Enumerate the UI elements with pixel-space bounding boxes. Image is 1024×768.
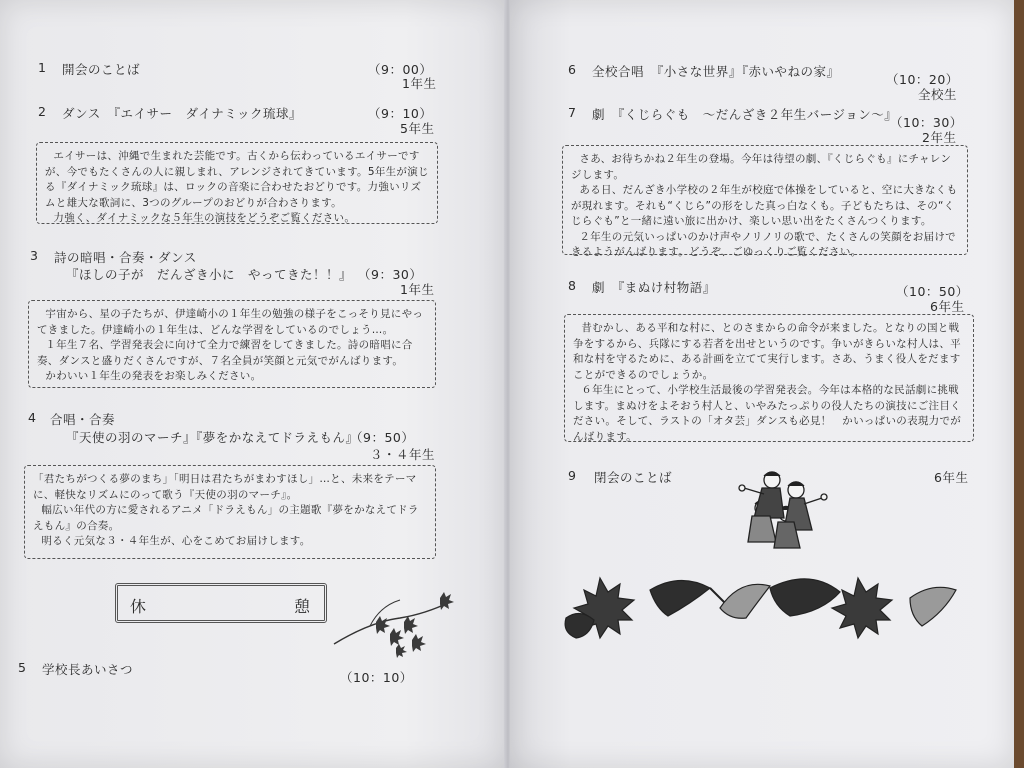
item-time: （9：00） xyxy=(368,62,433,77)
item-title: 詩の暗唱・合奏・ダンス xyxy=(54,250,197,265)
item-grade: 1年生 xyxy=(400,282,435,297)
maple-branch-illustration xyxy=(330,592,460,664)
item-time: （9：50） xyxy=(350,430,415,445)
description-text: 宇宙から、星の子たちが、伊達崎小の１年生の勉強の様子をこっそり見にやってきました。伊達崎小の１年生は、どんな学習をしているのでしょう…。 xyxy=(37,308,424,336)
item-number: 9 xyxy=(568,468,576,483)
description-box xyxy=(36,142,438,224)
description-text: 明るく元気な３・４年生が、心をこめてお届けします。 xyxy=(41,535,311,547)
intermission-label-2: 憩 xyxy=(294,597,311,616)
description-text: ６年生にとって、小学校生活最後の学習発表会。今年は本格的な民話劇に挑戦します。まぬけをよそおう村人と、いやみたっぷりの役人たちの演技にご注目ください。そして、ラストの「オタ芸」ダンスも必見！ かいっぱいの表現力でがんばります。 xyxy=(573,384,962,443)
item-grade: 1年生 xyxy=(402,76,437,91)
item-number: 7 xyxy=(568,105,576,120)
item-number: 2 xyxy=(38,104,46,119)
item-time: （9：30） xyxy=(358,267,423,282)
item-title: 合唱・合奏 xyxy=(50,412,116,427)
item-number: 4 xyxy=(28,410,36,425)
autumn-leaves-illustration xyxy=(560,568,970,650)
item-subtitle: 『天使の羽のマーチ』『夢をかなえてドラえもん』 xyxy=(66,430,359,445)
item-subtitle: 『ほしの子が だんざき小に やってきた！！』 xyxy=(66,267,353,282)
item-number: 1 xyxy=(38,60,46,75)
item-title: 学校長あいさつ xyxy=(42,662,134,677)
item-number: 5 xyxy=(18,660,26,675)
description-text: ある日、だんざき小学校の２年生が校庭で体操をしていると、空に大きなくもが現れます。それも“くじら”の形をした真っ白なくも。子どもたちは、その“くじらぐも”と一緒に遠い旅に出かけ、楽しい思い出をたくさんつくります。 xyxy=(571,184,958,227)
description-box xyxy=(562,145,968,258)
item-grade: 6年生 xyxy=(934,470,969,485)
intermission-box xyxy=(115,583,327,623)
item-grade: 5年生 xyxy=(400,121,435,136)
description-text: 力強く、ダイナミックな５年生の演技をどうぞご覧ください。 xyxy=(53,212,356,224)
description-text: かわいい１年生の発表をお楽しみください。 xyxy=(45,370,262,382)
description-text: エイサーは、沖縄で生まれた芸能です。古くから伝わっているエイサーですが、今でもたくさんの人に親しまれ、アレンジされてきています。5年生が演じる『ダイナミック琉球』は、ロックの音楽に合わせたおどりです。力強いリズムと雄大な歌詞に、3つのグループのおどりが合わさります。 xyxy=(45,150,429,209)
description-box xyxy=(28,300,436,388)
description-text: ２年生の元気いっぱいのかけ声やノリノリの歌で、たくさんの笑顔をお届けできるようがんばります。どうぞ、ごゆっくりご覧ください。 xyxy=(571,230,956,258)
item-title: 全校合唱 『小さな世界』『赤いやねの家』 xyxy=(592,64,840,79)
description-text: さあ、お待ちかね２年生の登場。今年は待望の劇、『くじらぐも』にチャレンジします。 xyxy=(571,153,952,181)
item-title: 開会のことば xyxy=(62,62,141,77)
item-title: ダンス 『エイサー ダイナミック琉球』 xyxy=(62,106,303,121)
description-text: １年生７名、学習発表会に向けて全力で練習をしてきました。詩の暗唱に合奏、ダンスと盛りだくさんですが、７名全員が笑顔と元気でがんばります。 xyxy=(37,339,413,367)
item-title: 閉会のことば xyxy=(594,470,673,485)
item-number: 8 xyxy=(568,278,576,293)
item-time: （10：30） xyxy=(890,115,963,130)
intermission-label-1: 休 xyxy=(130,597,147,616)
item-grade: 2年生 xyxy=(922,130,957,145)
item-time: （10：50） xyxy=(896,284,969,299)
item-grade: 6年生 xyxy=(930,299,965,314)
children-illustration xyxy=(734,468,834,550)
right-page xyxy=(510,0,1014,768)
item-grade: ３・４年生 xyxy=(370,447,436,462)
description-text: 「君たちがつくる夢のまち」「明日は君たちがまわすほし」…と、未来をテーマに、軽快なリズムにのって歌う『天使の羽のマーチ』。 xyxy=(33,473,417,501)
item-time: （10：20） xyxy=(886,72,959,87)
item-grade: 全校生 xyxy=(918,87,958,102)
description-text: 昔むかし、ある平和な村に、とのさまからの命令が来ました。となりの国と戦争をするから、兵隊にする若者を出せというのです。争いがきらいな村人は、平和な村を守るために、ある計画を立てて実行します。さあ、うまく役人をだますことができるのでしょうか。 xyxy=(573,322,961,381)
left-page xyxy=(0,0,506,768)
description-text: 幅広い年代の方に愛されるアニメ「ドラえもん」の主題歌『夢をかなえてドラえもん』の合奏。 xyxy=(33,504,419,532)
item-time: （9：10） xyxy=(368,106,433,121)
item-number: 6 xyxy=(568,62,576,77)
description-box xyxy=(24,465,436,559)
description-box xyxy=(564,314,974,442)
item-title: 劇 『まぬけ村物語』 xyxy=(592,280,716,295)
item-number: 3 xyxy=(30,248,38,263)
item-title: 劇 『くじらぐも ～だんざき２年生バージョン～』 xyxy=(592,107,898,122)
item-time: （10：10） xyxy=(340,670,413,685)
